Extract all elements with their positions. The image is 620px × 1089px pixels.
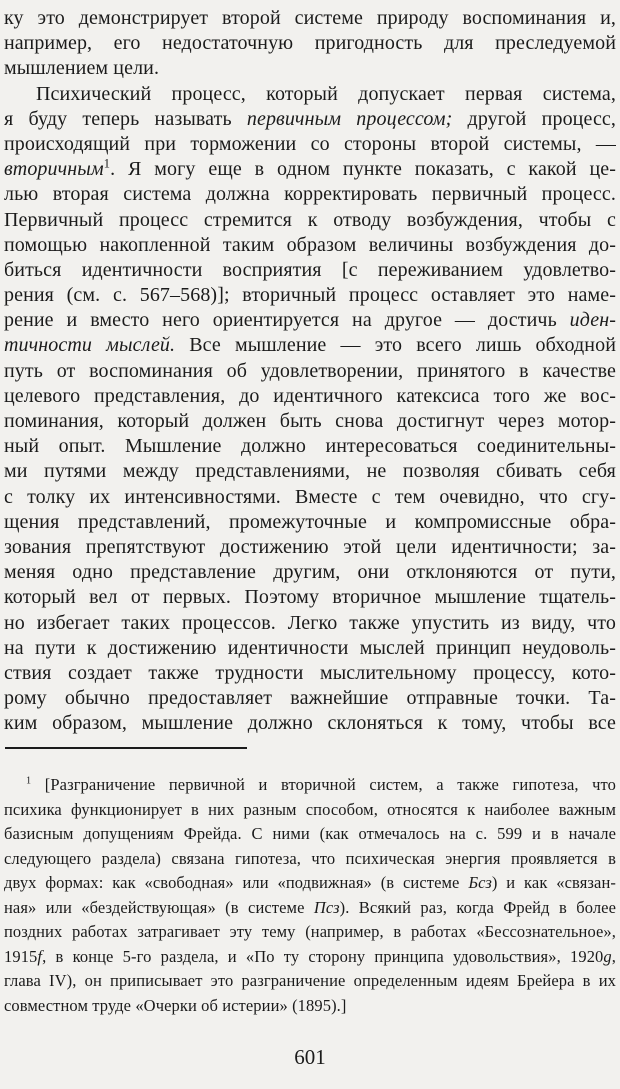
text-run: рения (см. с. 567–568)]; вторичный процесс оставляет это наме- <box>4 284 616 307</box>
text-run: с толку их интенсивностями. Вместе с тем очевидно, что сгу- <box>4 485 616 508</box>
footnote-line-1 <box>4 773 616 798</box>
body-text-line-14 <box>4 333 616 358</box>
body-text-line-4 <box>4 82 616 107</box>
body-text-line-28 <box>4 686 616 711</box>
text-run: рение и вместо него ориентируется на другое — достичь <box>4 309 570 332</box>
body-text-line-6 <box>4 132 616 157</box>
text-run: я буду теперь называть <box>4 107 247 130</box>
body-text-line-7 <box>4 157 616 182</box>
text-run: [Разграничение первичной и вторичной систем, а также гипотеза, что <box>31 775 616 795</box>
text-run: Первичный процесс стремится к отводу возбуждения, чтобы с <box>4 208 616 231</box>
text-run: поминания, который должен быть снова достигнут через мотор- <box>4 410 616 432</box>
body-text-line-16 <box>4 384 616 409</box>
text-run: ким образом, мышление должно склоняться к тому, чтобы все <box>4 712 616 735</box>
text-run: Все мышление — это всего лишь обходной <box>175 334 616 357</box>
footnote-line-3 <box>4 822 616 847</box>
text-run: 1915 <box>4 946 38 966</box>
body-text-line-19 <box>4 459 616 484</box>
text-run: рому обычно предоставляет важнейшие отправные точки. Та- <box>4 687 616 710</box>
body-text-line-17 <box>4 409 616 434</box>
emphasized-text: Бсз <box>468 873 492 893</box>
body-text-line-1 <box>4 6 616 31</box>
footnote-block <box>4 773 616 1018</box>
text-run: но избегает таких процессов. Легко также упустить из виду, что <box>4 611 616 634</box>
footnote-marker: 1 <box>26 775 32 787</box>
text-run: ). Всякий раз, когда Фрейд в более <box>339 897 616 917</box>
text-run: происходящий при торможении со стороны второй системы, — <box>4 132 616 155</box>
text-run: . Я могу еще в одном пункте показать, с какой це- <box>110 158 616 181</box>
body-text-line-26 <box>4 636 616 661</box>
text-run: глава IV), он приписывает это разграничение определенным идеям Брейера в их <box>4 971 616 991</box>
text-run: щения представлений, промежуточные и компромиссные обра- <box>4 510 616 533</box>
body-text-line-27 <box>4 661 616 686</box>
footnote-line-5 <box>4 871 616 896</box>
body-text-line-20 <box>4 485 616 510</box>
text-run: поздних работах затрагивает эту тему (например, в работах «Бессознательное», <box>4 922 616 942</box>
text-run: целевого представления, до идентичного катексиса того же вос- <box>4 384 616 407</box>
body-text-line-29 <box>4 711 616 736</box>
body-text-line-21 <box>4 510 616 535</box>
text-run: лью вторая система должна корректировать первичный процесс. <box>4 183 616 206</box>
emphasized-text: вторичным <box>4 158 104 181</box>
footnote-line-10 <box>4 994 616 1019</box>
body-text-line-18 <box>4 434 616 459</box>
body-text-line-25 <box>4 611 616 636</box>
footnote-line-7 <box>4 920 616 945</box>
text-run: биться идентичности восприятия [с переживанием удовлетво- <box>4 258 616 281</box>
footnote-separator-rule <box>5 747 247 749</box>
body-text-line-12 <box>4 283 616 308</box>
emphasized-text: g <box>603 946 612 966</box>
emphasized-text: Псз <box>313 897 340 917</box>
footnote-line-4 <box>4 847 616 872</box>
body-text-line-22 <box>4 535 616 560</box>
text-run: психика функционирует в них разным способом, относятся к наиболее важным <box>4 799 616 819</box>
text-run: ствия создает также трудности мыслительному процессу, кото- <box>4 661 616 684</box>
body-text-line-9 <box>4 208 616 233</box>
text-run: который вел от первых. Поэтому вторичное мышление тщатель- <box>4 586 616 609</box>
text-run: путь от воспоминания об удовлетворении, принятого в качестве <box>4 359 616 382</box>
text-run: , в конце 5-го раздела, и «По ту сторону принципа удовольствия», 1920 <box>42 946 604 966</box>
text-run: мышлением цели. <box>4 57 160 80</box>
footnote-marker: 1 <box>103 157 111 171</box>
body-text-line-10 <box>4 233 616 258</box>
text-run: например, его недостаточную пригодность для преследуемой <box>4 32 616 55</box>
text-run: следующего раздела) связана гипотеза, что психическая энергия проявляется в <box>4 848 616 868</box>
text-run: двух формах: как «свободная» или «подвижная» (в системе <box>4 873 469 893</box>
emphasized-text: иден- <box>569 309 616 332</box>
footnote-line-8 <box>4 945 616 970</box>
body-text-line-23 <box>4 560 616 585</box>
text-run: другой процесс, <box>452 107 616 130</box>
text-run: ку это демонстрирует второй системе природу воспоминания и, <box>4 7 616 29</box>
text-run: ) и как «связан- <box>491 873 616 893</box>
text-run: зования препятствуют достижению этой цели идентичности; за- <box>4 535 616 558</box>
footnote-line-6 <box>4 896 616 921</box>
footnote-line-9 <box>4 969 616 994</box>
text-run: меняя одно представление другим, они отклоняются от пути, <box>4 561 616 584</box>
body-text-line-15 <box>4 359 616 384</box>
text-run: на пути к достижению идентичности мыслей принцип неудоволь- <box>4 636 616 659</box>
text-run: помощью накопленной таким образом величины возбуждения до- <box>4 233 616 256</box>
text-run: ная» или «бездействующая» (в системе <box>4 897 314 917</box>
body-text-line-8 <box>4 182 616 207</box>
emphasized-text: первичным процессом; <box>246 107 453 130</box>
text-run: , <box>611 946 616 966</box>
body-text-line-3 <box>4 56 616 81</box>
page-number: 601 <box>294 1045 326 1070</box>
emphasized-text: тичности мыслей. <box>4 334 176 357</box>
body-text-line-2 <box>4 31 616 56</box>
text-run: ми путями между представлениями, не позволяя сбивать себя <box>4 460 616 483</box>
footnote-line-2 <box>4 798 616 823</box>
text-run: базисным допущениям Фрейда. С ними (как отмечалось на с. 599 и в начале <box>4 824 616 844</box>
text-run: Психический процесс, который допускает первая система, <box>36 82 616 105</box>
text-run: совместном труде «Очерки об истерии» (1895).] <box>4 995 347 1015</box>
body-text-line-13 <box>4 308 616 333</box>
text-run: ный опыт. Мышление должно интересоваться соединительны- <box>4 435 616 458</box>
emphasized-text: f <box>37 946 43 966</box>
body-text-line-5 <box>4 107 616 132</box>
body-text-line-11 <box>4 258 616 283</box>
body-text-line-24 <box>4 585 616 610</box>
main-text-block <box>4 6 616 736</box>
